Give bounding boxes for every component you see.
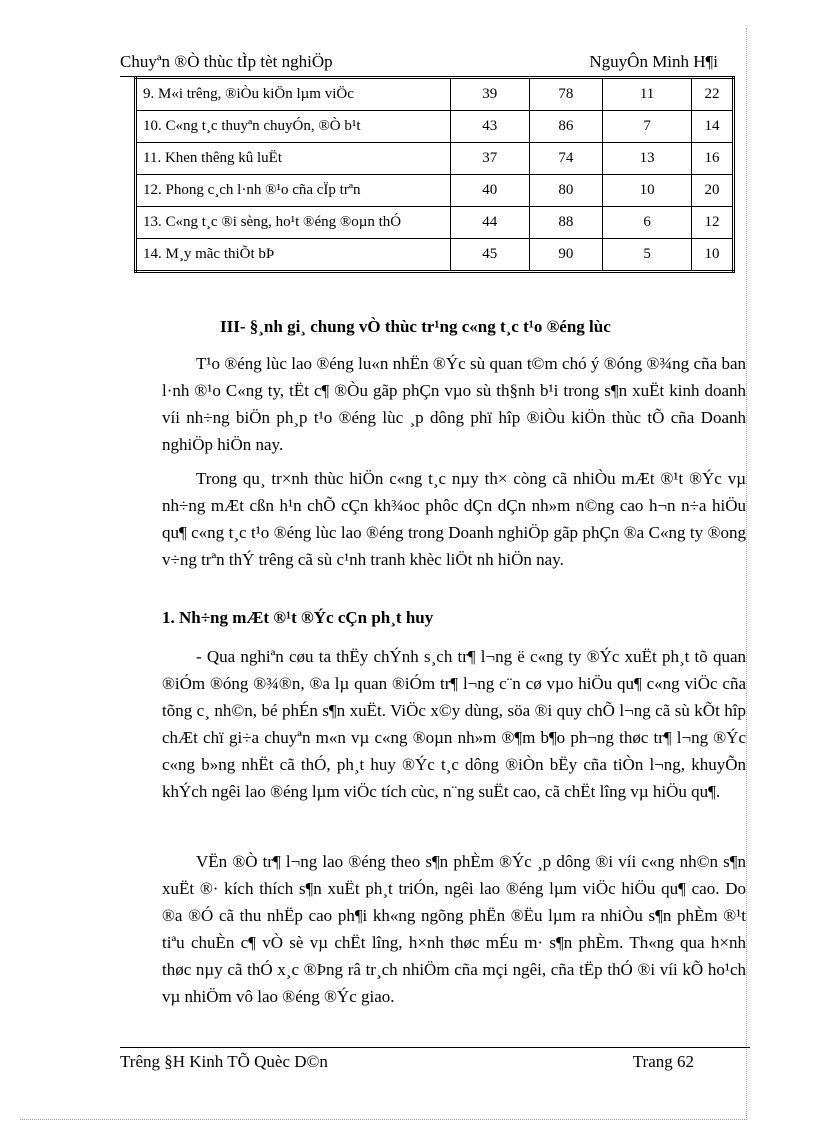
table-row bbox=[136, 111, 734, 143]
header-title: Chuyªn ®Ò thùc tÌp tèt nghiÖp bbox=[120, 52, 333, 71]
paragraph-1 bbox=[162, 350, 746, 458]
table-cell: 74 bbox=[529, 143, 603, 175]
page-footer bbox=[120, 1047, 750, 1072]
table-cell: 86 bbox=[529, 111, 603, 143]
table-cell: 16 bbox=[692, 143, 734, 175]
table-cell-criterion: 10. C«ng t¸c thuyªn chuyÓn, ®Ò b¹t bbox=[136, 111, 451, 143]
paragraph-3 bbox=[162, 643, 746, 805]
table-cell: 5 bbox=[603, 239, 692, 272]
sub-heading: 1. Nh÷ng mÆt ®¹t ®Ýc cÇn ph¸t huy bbox=[162, 608, 434, 627]
table-cell: 7 bbox=[603, 111, 692, 143]
table-cell: 14 bbox=[692, 111, 734, 143]
table-cell: 44 bbox=[450, 207, 529, 239]
survey-table bbox=[134, 76, 735, 273]
table-cell-criterion: 13. C«ng t¸c ®i sèng, ho¹t ®éng ®oµn thÓ bbox=[136, 207, 451, 239]
table-cell: 11 bbox=[603, 78, 692, 111]
table-cell: 20 bbox=[692, 175, 734, 207]
table-cell: 88 bbox=[529, 207, 603, 239]
page-border-right bbox=[746, 28, 747, 1120]
paragraph-text: T¹o ®éng lùc lao ®éng lu«n nhËn ®Ýc sù quan t©m chó ý ®óng ®¾ng cña ban l·nh ®¹o C«ng ty, tËt c¶ ®Òu gãp phÇn vµo sù th§nh b¹i trong s¶n xuËt kinh doanh víi nh÷ng biÖn ph¸p t¹o ®éng lùc ¸p dông phï hîp ®iÒu kiÖn thùc tÕ cña Doanh nghiÖp hiÖn nay. bbox=[162, 354, 746, 454]
table-cell: 43 bbox=[450, 111, 529, 143]
table-cell: 90 bbox=[529, 239, 603, 272]
table-row bbox=[136, 207, 734, 239]
table-cell-criterion: 11. Khen thêng kû luËt bbox=[136, 143, 451, 175]
table-cell: 12 bbox=[692, 207, 734, 239]
table-cell: 6 bbox=[603, 207, 692, 239]
table-cell: 80 bbox=[529, 175, 603, 207]
paragraph-text: Trong qu¸ tr×nh thùc hiÖn c«ng t¸c nµy th× còng cã nhiÒu mÆt ®¹t ®Ýc vµ nh÷ng mÆt cßn h¹n chÕ cÇn kh¾oc phôc dÇn dÇn nh»m n©ng cao h¬n n÷a hiÖu qu¶ c«ng t¸c t¹o ®éng lùc lao ®éng trong Doanh nghiÖp gãp phÇn ®a C«ng ty ®ong v÷ng trªn thÝ trêng cã sù c¹nh tranh khèc liÖt nh hiÖn nay. bbox=[162, 469, 746, 569]
paragraph-4 bbox=[162, 848, 746, 1010]
table-row bbox=[136, 78, 734, 111]
table-cell: 37 bbox=[450, 143, 529, 175]
table-row bbox=[136, 143, 734, 175]
table-cell: 78 bbox=[529, 78, 603, 111]
page-header bbox=[120, 50, 726, 77]
table-cell: 10 bbox=[603, 175, 692, 207]
header-author: NguyÔn Minh H¶i bbox=[589, 52, 718, 71]
table-cell-criterion: 14. M¸y mãc thiÕt bÞ bbox=[136, 239, 451, 272]
table-cell: 39 bbox=[450, 78, 529, 111]
table-cell: 13 bbox=[603, 143, 692, 175]
paragraph-text: - Qua nghiªn cøu ta thËy chÝnh s¸ch tr¶ l¬ng ë c«ng ty ®Ýc xuËt ph¸t tõ quan ®iÓm ®óng ®¾®n, ®a lµ quan ®iÓm tr¶ l¬ng c¨n cø vµo hiÖu qu¶ c«ng viÖc cña tõng c¸ nh©n, bé phÉn s¶n xuËt. ViÖc x©y dùng, söa ®i quy chÕ l¬ng cã sù kÕt hîp chÆt chï gi÷a chuyªn m«n vµ c«ng ®oµn nh»m ®¶m b¶o ph¬ng thøc tr¶ l¬ng ®Ýc c«ng b»ng nhËt cã thÓ, ph¸t huy ®Ýc t¸c dông ®iÒn bËy cña tiÒn l¬ng, khuyÕn khÝch ngêi lao ®éng lµm viÖc tích cùc, n¨ng suËt cao, cã chËt lîng vµ hiÖu qu¶. bbox=[162, 647, 746, 801]
page-number: Trang 62 bbox=[632, 1052, 694, 1071]
table-cell: 45 bbox=[450, 239, 529, 272]
section-heading: III- §¸nh gi¸ chung vÒ thùc tr¹ng c«ng t¸c t¹o ®éng lùc bbox=[220, 317, 611, 336]
table-cell: 10 bbox=[692, 239, 734, 272]
page-border-bottom bbox=[20, 1119, 747, 1120]
paragraph-text: VËn ®Ò tr¶ l¬ng lao ®éng theo s¶n phÈm ®Ýc ¸p dông ®i víi c«ng nh©n s¶n xuËt ®· kích thích s¶n xuËt ph¸t triÓn, ngêi lao ®éng lµm viÖc hiÖu qu¶ cao. Do ®a ®Ó cã thu nhËp cao ph¶i kh«ng ngõng phËn ®Ëu lµm ra nhiÒu s¶n phÈm ®¹t tiªu chuÈn c¶ vÒ sè vµ chËt lîng, h×nh thøc mÉu m· s¶n phÈm. Th«ng qua h×nh thøc nµy cã thÓ x¸c ®Þng râ tr¸ch nhiÖm cña mçi ngêi, cña tËp thÓ ®i víi kÕ ho¹ch vµ nhiÖm vô lao ®éng ®Ýc giao. bbox=[162, 852, 746, 1006]
table-row bbox=[136, 175, 734, 207]
footer-school: Trêng §H Kinh TÕ Quèc D©n bbox=[120, 1052, 328, 1071]
table-cell: 40 bbox=[450, 175, 529, 207]
table-cell-criterion: 12. Phong c¸ch l·nh ®¹o cña cÏp trªn bbox=[136, 175, 451, 207]
table-row bbox=[136, 239, 734, 272]
table-cell-criterion: 9. M«i trêng, ®iÒu kiÖn lµm viÖc bbox=[136, 78, 451, 111]
table-cell: 22 bbox=[692, 78, 734, 111]
paragraph-2 bbox=[162, 465, 746, 573]
